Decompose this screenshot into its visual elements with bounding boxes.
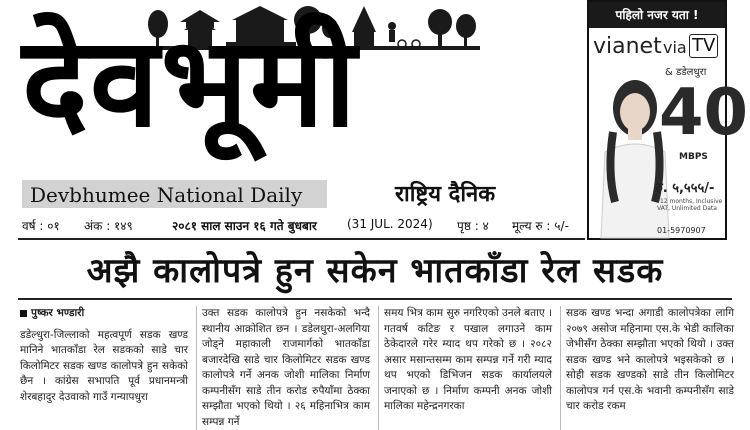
ad-banner: पहिलो नजर यता ! (589, 2, 725, 28)
article-column-4 (566, 306, 734, 415)
article-headline[interactable]: अझै कालोपत्रे हुन सकेन भातकाँडा रेल सडक (86, 251, 664, 291)
ad-price: रु. ५,५५५/- (655, 181, 715, 196)
ad-brand: vianet (593, 34, 662, 59)
article-text: सडक खण्ड भन्दा अगाडी कालोपत्रेका लागि २०७९ असोज महिनामा एस.के भेडी कालिका जेभीसँग ठेक्का सम्झौता भएको थियो । उक्त सडक खण्ड भने कालोपत्रे भइसकेको छ । सोही सडक खण्डको साडे तीन किलोमिटर कालोपत्र गर्न एस.के भवानी कम्पनीसँग साडे चार करोड रकम (566, 307, 734, 412)
ad-tv-logo: TV (689, 34, 718, 58)
issue-pages: पृष्ठ : ४ (457, 219, 489, 233)
byline (20, 306, 188, 322)
ad-location: & डडेलधुरा (665, 67, 707, 78)
article-text: डडेल्धुरा-जिल्लाको महत्वपूर्ण सडक खण्ड मानिने भातकाँडा रेल सडकको साडे चार किलोमिटर सडक खण्ड कालोपत्रे हुन सकेको छैन । कांग्रेस सभापति पूर्व प्रधानमन्त्री शेरबहादुर देउवाको गाउँ गन्यापधुरा (20, 328, 188, 403)
masthead-title: देवभूमी (22, 11, 359, 155)
ad-via: via (663, 38, 687, 57)
ad-phone: 01-5970907 (657, 226, 706, 235)
ad-speed-value: 40 (659, 76, 749, 150)
divider-rule (18, 238, 585, 240)
article-column-1 (20, 306, 188, 405)
article-column-2 (202, 306, 370, 430)
issue-info-line (22, 213, 585, 235)
masthead-subtitle: राष्ट्रिय दैनिक (395, 182, 496, 207)
column-divider (196, 306, 197, 430)
divider-rule (18, 298, 732, 300)
issue-date-english: (31 JUL. 2024) (347, 217, 433, 231)
ad-speed-unit: MBPS (679, 152, 708, 162)
article-text: समय भित्र काम सुरु नगरिएको उनले बताए । गतवर्ष कटिङ र पखाल लगाउने काम ठेकेदारले गरेर म्याद थप गरेको छ । २०८२ असार मसान्तसम्म काम सम्पन्न गर्ने गरी म्याद थप भएको डिभिजन सडक कार्यालयले जनाएको छ । निर्माण कम्पनी अनक जोशी मालिका महेन्द्रनगरका (384, 307, 552, 412)
article-column-3 (384, 306, 552, 415)
column-divider (560, 306, 561, 430)
issue-price: मूल्य रु : ५/- (512, 219, 569, 233)
issue-year: वर्ष : ०१ (22, 219, 60, 233)
column-divider (378, 306, 379, 430)
bullet-square-icon (20, 310, 27, 317)
article-text: उक्त सडक कालोपत्रे हुन नसकेको भन्दै स्थानीय आक्रोशित छन । डडेलधुरा-अलगिया जोड्ने महाकाली राजमार्गको भातकाँडा बजारदेखि साडे चार किलोमिटर सडक खण्ड कालोपत्रे गर्ने अनक जोशी मालिका निर्माण कम्पनीसँग साडे तीन करोड रुपैयाँमा ठेक्का सम्झौता भएको थियो । २६ महिनाभित्र काम सम्पन्न गर्ने (202, 307, 370, 428)
advertisement[interactable] (587, 0, 749, 240)
masthead (0, 0, 585, 215)
issue-date-nepali: २०८१ साल साउन १६ गते बुधबार (172, 219, 317, 233)
english-title: Devbhumee National Daily (30, 183, 303, 207)
ad-fine-print: *12 months, Inclusive VAT, Unlimited Data (657, 198, 723, 212)
byline-author: पुष्कर भण्डारी (31, 307, 85, 319)
issue-number: अंक : १४९ (84, 219, 133, 233)
